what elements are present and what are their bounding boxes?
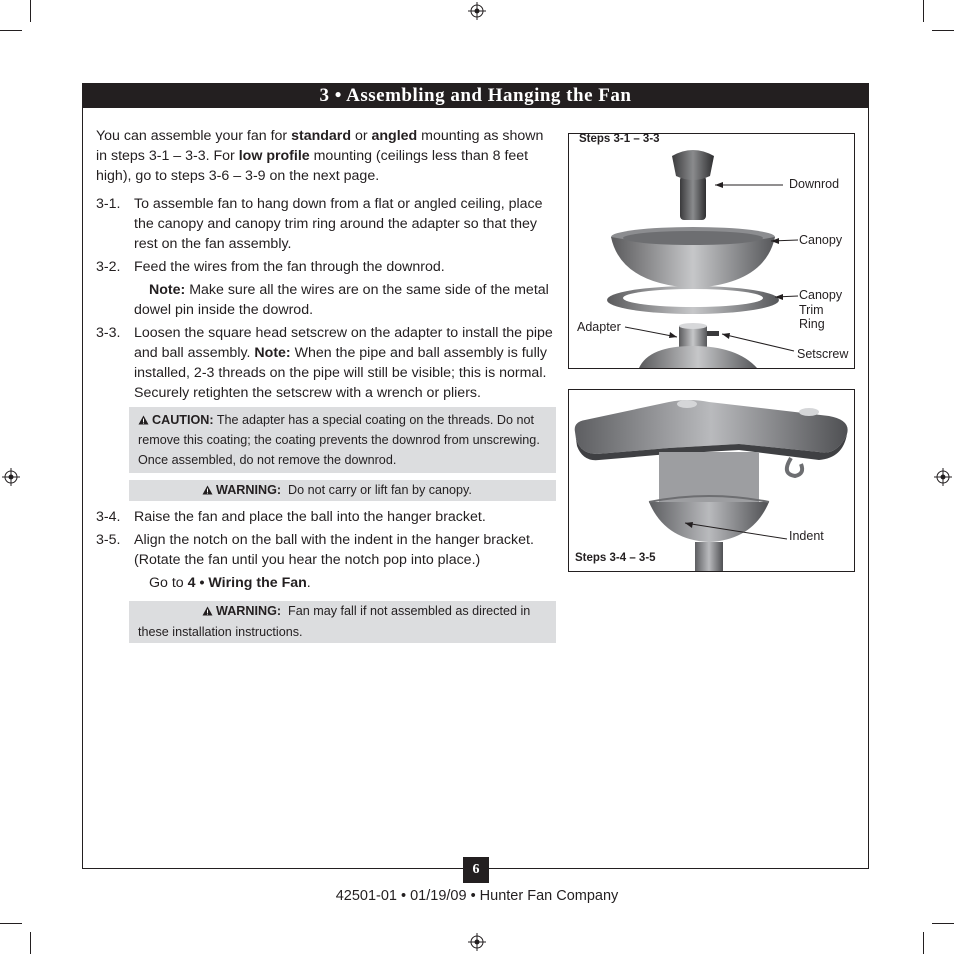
callout-indent: Indent — [789, 529, 824, 543]
crop-mark — [0, 923, 22, 924]
registration-mark-icon — [2, 468, 20, 486]
callout-adapter: Adapter — [577, 320, 621, 334]
crop-mark — [932, 30, 954, 31]
crop-mark — [30, 932, 31, 954]
callout-canopy: Canopy — [799, 233, 843, 247]
callout-line: Canopy — [799, 288, 843, 302]
intro-text: mounting (ceilings less than 8 feet high), go to steps 3-6 – 3-9 on the next page. — [96, 148, 529, 184]
intro-bold: low profile — [238, 148, 310, 164]
figure-steps-3-4-to-3-5 — [568, 389, 855, 572]
warning-label: WARNING: — [216, 604, 282, 618]
warning-text: Do not carry or lift fan by canopy. — [281, 483, 472, 497]
figure-label: Steps 3-1 – 3-3 — [579, 133, 660, 145]
callout-downrod: Downrod — [789, 177, 840, 191]
intro-text: or — [351, 128, 372, 144]
crop-mark — [932, 923, 954, 924]
step-number: 3-1. — [96, 196, 121, 212]
figure-steps-3-1-to-3-3 — [568, 133, 855, 369]
section-title: 3 • Assembling and Hanging the Fan — [82, 83, 869, 108]
step-text: Raise the fan and place the ball into the hanger bracket. — [134, 509, 486, 525]
callout-setscrew: Setscrew — [797, 347, 849, 361]
step-item — [96, 530, 558, 570]
warning-box — [129, 601, 556, 643]
caution-box — [129, 407, 556, 473]
caution-label: CAUTION: — [152, 413, 214, 427]
step-text-part: When the pipe and ball assembly is fully installed, 2-3 threads on the pipe will still be visible; this is normal. Securely retighten the setscrew with a wrench or pliers. — [134, 345, 547, 401]
step-note — [96, 280, 558, 320]
goto-text: . — [306, 575, 311, 591]
callout-line: Ring — [799, 317, 825, 331]
step-text — [134, 323, 558, 403]
step-text: Feed the wires from the fan through the downrod. — [134, 259, 445, 275]
instructions-column — [96, 126, 558, 643]
callout-line: Trim — [799, 302, 824, 317]
registration-mark-icon — [468, 933, 486, 951]
step-number: 3-2. — [96, 259, 121, 275]
goto-text: Go to — [149, 575, 188, 591]
intro-bold: standard — [291, 128, 351, 144]
registration-mark-icon — [934, 468, 952, 486]
step-number: 3-5. — [96, 532, 121, 548]
intro-text: You can assemble your fan for — [96, 128, 292, 144]
callout-trim-ring — [799, 288, 842, 332]
step-note-label: Note: — [254, 345, 291, 361]
warning-triangle-icon — [202, 485, 213, 495]
intro-text: mounting as shown in steps 3-1 – 3-3. For — [96, 128, 544, 164]
goto-line — [96, 573, 558, 593]
crop-mark — [0, 30, 22, 31]
step-number: 3-3. — [96, 325, 121, 341]
step-item — [96, 323, 558, 403]
registration-mark-icon — [468, 2, 486, 20]
warning-text: Fan may fall if not assembled as directed in these installation instructions. — [138, 604, 534, 639]
page-number: 6 — [463, 857, 489, 883]
goto-link: 4 • Wiring the Fan — [187, 575, 307, 591]
step-item — [96, 507, 558, 527]
warning-box — [129, 480, 556, 501]
note-label: Note: — [149, 282, 186, 298]
intro-bold: angled — [371, 128, 418, 144]
step-item — [96, 194, 558, 254]
caution-text: The adapter has a special coating on the threads. Do not remove this coating; the coating prevents the downrod from unscrewing. Once assembled, do not remove the downrod. — [138, 413, 540, 467]
crop-mark — [923, 932, 924, 954]
footer: 42501-01 • 01/19/09 • Hunter Fan Company — [335, 888, 619, 904]
figure-label: Steps 3-4 – 3-5 — [575, 552, 656, 564]
hanger-bracket-illustration — [569, 390, 854, 571]
intro-paragraph — [96, 126, 558, 186]
step-text: Align the notch on the ball with the indent in the hanger bracket. (Rotate the fan until you hear the notch pop into place.) — [134, 532, 534, 568]
warning-triangle-icon — [138, 415, 149, 425]
crop-mark — [30, 0, 31, 22]
step-item — [96, 257, 558, 277]
step-text: To assemble fan to hang down from a flat or angled ceiling, place the canopy and canopy trim ring around the adapter so that they rest on the fan assembly. — [134, 196, 543, 252]
step-text-part: Loosen the square head setscrew on the adapter to install the pipe and ball assembly. — [134, 325, 553, 361]
crop-mark — [923, 0, 924, 22]
step-number: 3-4. — [96, 509, 121, 525]
warning-label: WARNING: — [216, 483, 282, 497]
warning-triangle-icon — [202, 606, 213, 616]
note-text: Make sure all the wires are on the same side of the metal dowel pin inside the dowrod. — [134, 282, 549, 318]
